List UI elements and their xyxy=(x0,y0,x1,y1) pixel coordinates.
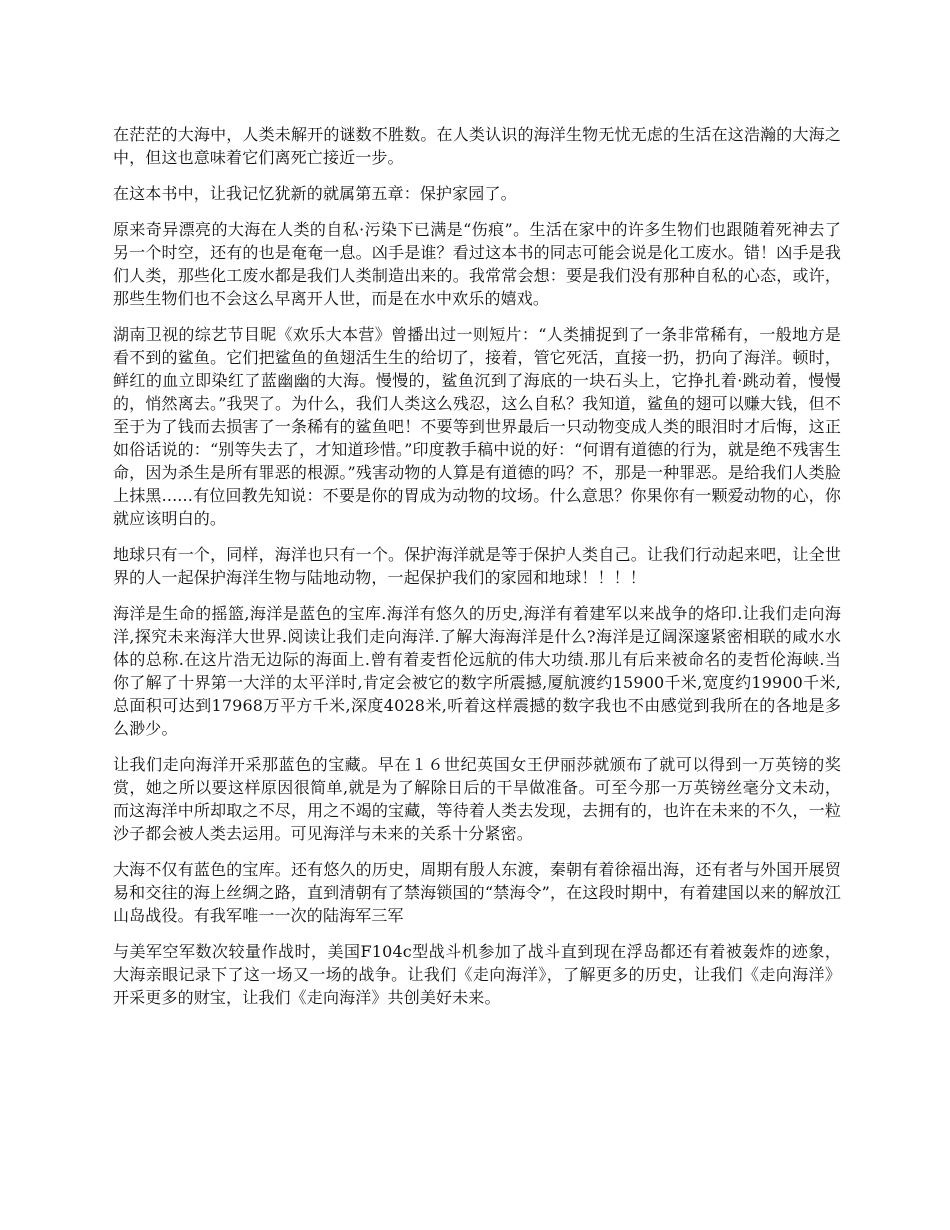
paragraph: 海洋是生命的摇篮,海洋是蓝色的宝库.海洋有悠久的历史,海洋有着建军以来战争的烙印.让我们走向海洋,探究未来海洋大世界.阅读让我们走向海洋.了解大海海洋是什么?海洋是辽阔深邃紧密相联的咸水水体的总称.在这片浩无边际的海面上.曾有着麦哲伦远航的伟大功绩.那儿有后来被命名的麦哲伦海峡.当你了解了十界第一大洋的太平洋时,肯定会被它的数字所震撼,厦航渡约15900千米,宽度约19900千米,总面积可达到17968万平方千米,深度4028米,听着这样震撼的数字我也不由感觉到我所在的各地是多么渺少。 xyxy=(113,604,841,738)
document-body xyxy=(113,123,841,1022)
paragraph: 湖南卫视的综艺节目昵《欢乐大本营》曾播出过一则短片：“人类捕捉到了一条非常稀有，一般地方是看不到的鲨鱼。它们把鲨鱼的鱼翅活生生的给切了，接着，管它死活，直接一扔，扔向了海洋。顿时，鲜红的血立即染红了蓝幽幽的大海。慢慢的，鲨鱼沉到了海底的一块石头上，它挣扎着·跳动着，慢慢的，悄然离去。”我哭了。为什么，我们人类这么残忍，这么自私？我知道，鲨鱼的翅可以赚大钱，但不至于为了钱而去损害了一条稀有的鲨鱼吧！不要等到世界最后一只动物变成人类的眼泪时才后悔，这正如俗话说的：“别等失去了，才知道珍惜。”印度教手稿中说的好：“何谓有道德的行为，就是绝不残害生命，因为杀生是所有罪恶的根源。”残害动物的人算是有道德的吗？不，那是一种罪恶。是给我们人类脸上抹黑......有位回教先知说：不要是你的胃成为动物的坟场。什么意思？你果你有一颗爱动物的心，你就应该明白的。 xyxy=(113,325,841,528)
paragraph: 在这本书中，让我记忆犹新的就属第五章：保护家园了。 xyxy=(113,184,517,203)
paragraph: 让我们走向海洋开采那蓝色的宝藏。早在１６世纪英国女王伊丽莎就颁布了就可以得到一万英镑的奖赏，她之所以要这样原因很简单,就是为了解除日后的干旱做准备。可至今那一万英镑丝毫分文未动，而这海洋中所却取之不尽，用之不竭的宝藏，等待着人类去发现，去拥有的，也许在未来的不久，一粒沙子都会被人类去运用。可见海洋与未来的关系十分紧密。 xyxy=(113,755,841,843)
paragraph: 地球只有一个，同样，海洋也只有一个。保护海洋就是等于保护人类自己。让我们行动起来吧，让全世界的人一起保护海洋生物与陆地动物，一起保护我们的家园和地球！！！！ xyxy=(113,545,841,587)
paragraph: 原来奇异漂亮的大海在人类的自私·污染下已满是“伤痕”。生活在家中的许多生物们也跟随着死神去了另一个时空，还有的也是奄奄一息。凶手是谁？看过这本书的同志可能会说是化工废水。错！凶手是我们人类，那些化工废水都是我们人类制造出来的。我常常会想：要是我们没有那种自私的心态，或许，那些生物们也不会这么早离开人世，而是在水中欢乐的嬉戏。 xyxy=(113,220,841,308)
paragraph: 大海不仅有蓝色的宝库。还有悠久的历史，周期有殷人东渡，秦朝有着徐福出海，还有者与外国开展贸易和交往的海上丝绸之路，直到清朝有了禁海锁国的“禁海令”，在这段时期中，有着建国以来的解放江山岛战役。有我军唯一一次的陆海军三军 xyxy=(113,860,841,925)
paragraph: 与美军空军数次较量作战时，美国F104c型战斗机参加了战斗直到现在浮岛都还有着被轰炸的迹象，大海亲眼记录下了这一场又一场的战争。让我们《走向海洋》，了解更多的历史，让我们《走向海洋》开采更多的财宝，让我们《走向海洋》共创美好未来。 xyxy=(113,942,841,1007)
paragraph: 在茫茫的大海中，人类未解开的谜数不胜数。在人类认识的海洋生物无忧无虑的生活在这浩瀚的大海之中，但这也意味着它们离死亡接近一步。 xyxy=(113,125,841,167)
